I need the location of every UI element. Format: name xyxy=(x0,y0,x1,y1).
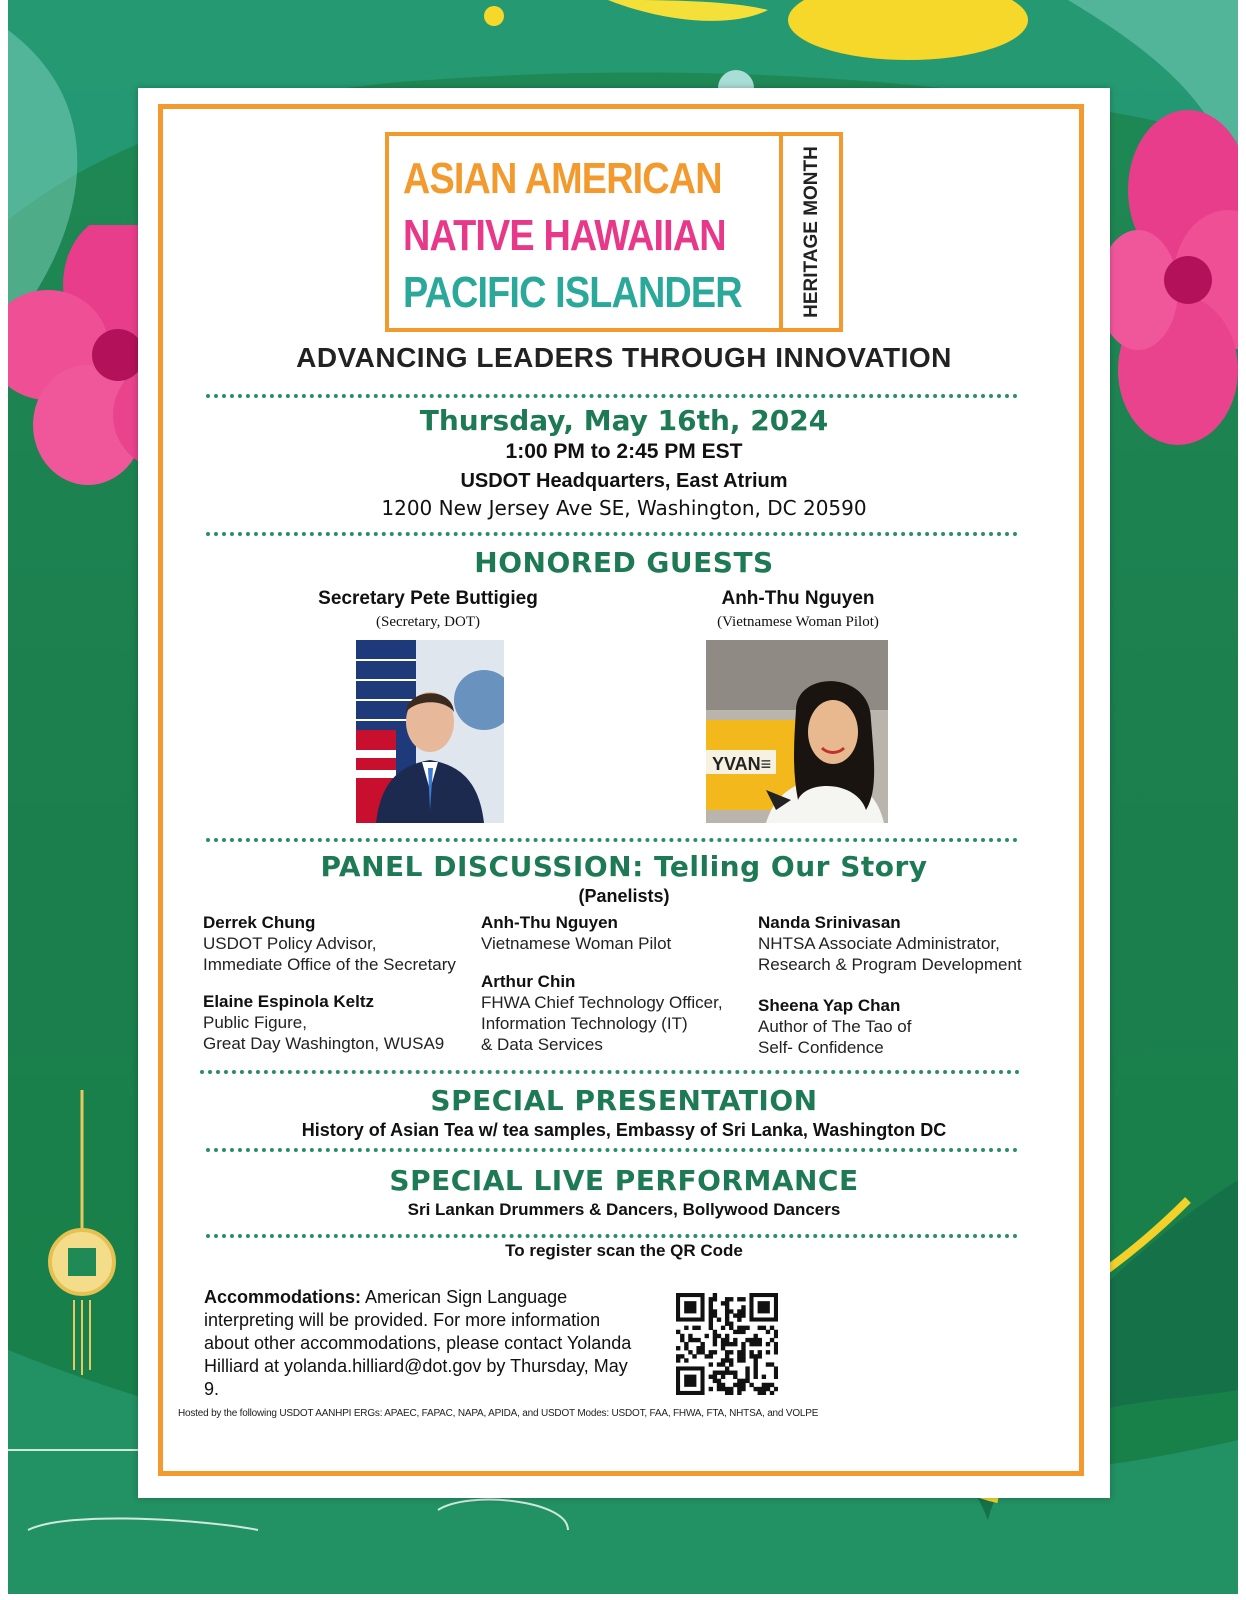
guest-name-nguyen: Anh-Thu Nguyen xyxy=(721,588,875,609)
panelist-name: Sheena Yap Chan xyxy=(758,996,901,1015)
panelist-title-line: Public Figure, xyxy=(203,1013,307,1032)
registration-qr-code[interactable] xyxy=(676,1293,778,1395)
panelists-column-3 xyxy=(758,912,1058,1058)
panelist-title-line: Information Technology (IT) xyxy=(481,1014,688,1033)
guest-role-nguyen: (Vietnamese Woman Pilot) xyxy=(717,614,879,630)
panelist-title-line: Vietnamese Woman Pilot xyxy=(481,934,672,953)
event-address: 1200 New Jersey Ave SE, Washington, DC 20590 xyxy=(381,496,867,520)
dotted-divider xyxy=(206,838,1018,842)
buttigieg-photo-illustration xyxy=(356,640,504,823)
panelist-name: Nanda Srinivasan xyxy=(758,913,901,932)
event-venue: USDOT Headquarters, East Atrium xyxy=(460,470,788,492)
dotted-divider xyxy=(206,532,1018,536)
panelist-name: Arthur Chin xyxy=(481,972,576,991)
event-time: 1:00 PM to 2:45 PM EST xyxy=(505,440,743,463)
special-presentation-title: SPECIAL PRESENTATION xyxy=(430,1084,818,1117)
logo-line-pacific-islander: PACIFIC ISLANDER xyxy=(403,268,742,317)
event-flyer-card xyxy=(138,88,1110,1498)
hibiscus-flower-right xyxy=(1098,110,1238,490)
dotted-divider xyxy=(206,394,1018,398)
guest-name-buttigieg: Secretary Pete Buttigieg xyxy=(318,588,538,609)
logo-line-asian-american: ASIAN AMERICAN xyxy=(403,154,722,203)
panelist-title-line: FHWA Chief Technology Officer, xyxy=(481,993,723,1012)
dotted-divider xyxy=(200,1070,1020,1074)
accommodations-text: American Sign Language interpreting will be provided. For more information about other accommodations, please contact Yolanda Hilliard at yolanda.hilliard@dot.gov by Thursday, May 9. xyxy=(204,1287,632,1399)
logo-line-native-hawaiian: NATIVE HAWAIIAN xyxy=(403,211,726,260)
panelist-name: Anh-Thu Nguyen xyxy=(481,913,618,932)
special-presentation-text: History of Asian Tea w/ tea samples, Embassy of Sri Lanka, Washington DC xyxy=(301,1120,947,1140)
logo-side-label xyxy=(785,136,839,328)
panelists-column-1 xyxy=(203,912,483,1054)
tagline: ADVANCING LEADERS THROUGH INNOVATION xyxy=(296,342,952,373)
panelist-title-line: Great Day Washington, WUSA9 xyxy=(203,1034,445,1053)
special-performance-title: SPECIAL LIVE PERFORMANCE xyxy=(389,1164,859,1197)
buttigieg-portrait xyxy=(356,640,504,823)
nguyen-photo-illustration xyxy=(706,640,888,823)
guest-role-buttigieg: (Secretary, DOT) xyxy=(376,614,480,630)
accommodations-label: Accommodations: xyxy=(204,1287,362,1307)
panelist-title-line: Research & Program Development xyxy=(758,955,1022,974)
heritage-month-text: HERITAGE MONTH xyxy=(801,146,823,318)
panelist-name: Elaine Espinola Keltz xyxy=(203,992,374,1011)
register-instruction: To register scan the QR Code xyxy=(505,1241,743,1260)
panelist-title-line: Author of The Tao of xyxy=(758,1017,912,1036)
accommodations-note xyxy=(204,1286,634,1401)
panelists-subtitle: (Panelists) xyxy=(578,886,670,906)
logo-divider xyxy=(779,136,783,328)
heritage-month-logo xyxy=(385,132,843,332)
panel-discussion-title: PANEL DISCUSSION: Telling Our Story xyxy=(320,850,928,883)
qr-code-pattern[interactable] xyxy=(676,1293,778,1395)
special-performance-text: Sri Lankan Drummers & Dancers, Bollywood Dancers xyxy=(407,1200,841,1219)
dotted-divider xyxy=(206,1234,1018,1238)
hosted-by-note: Hosted by the following USDOT AANHPI ERGs: APAEC, FAPAC, NAPA, APIDA, and USDOT Modes: USDOT, FAA, FHWA, FTA, NHTSA, and VOLPE xyxy=(178,1408,819,1419)
panelist-title-line: USDOT Policy Advisor, xyxy=(203,934,377,953)
panelist-name: Derrek Chung xyxy=(203,913,316,932)
svg-text:YVAN≡: YVAN≡ xyxy=(712,754,772,774)
panelist-title-line: NHTSA Associate Administrator, xyxy=(758,934,1000,953)
nguyen-portrait xyxy=(706,640,888,823)
panelist-title-line: & Data Services xyxy=(481,1035,603,1054)
honored-guests-title: HONORED GUESTS xyxy=(474,546,774,579)
panelists-column-2 xyxy=(481,912,761,1055)
dotted-divider xyxy=(206,1148,1018,1152)
panelist-title-line: Self- Confidence xyxy=(758,1038,884,1057)
panelist-title-line: Immediate Office of the Secretary xyxy=(203,955,456,974)
event-date: Thursday, May 16th, 2024 xyxy=(419,404,829,437)
